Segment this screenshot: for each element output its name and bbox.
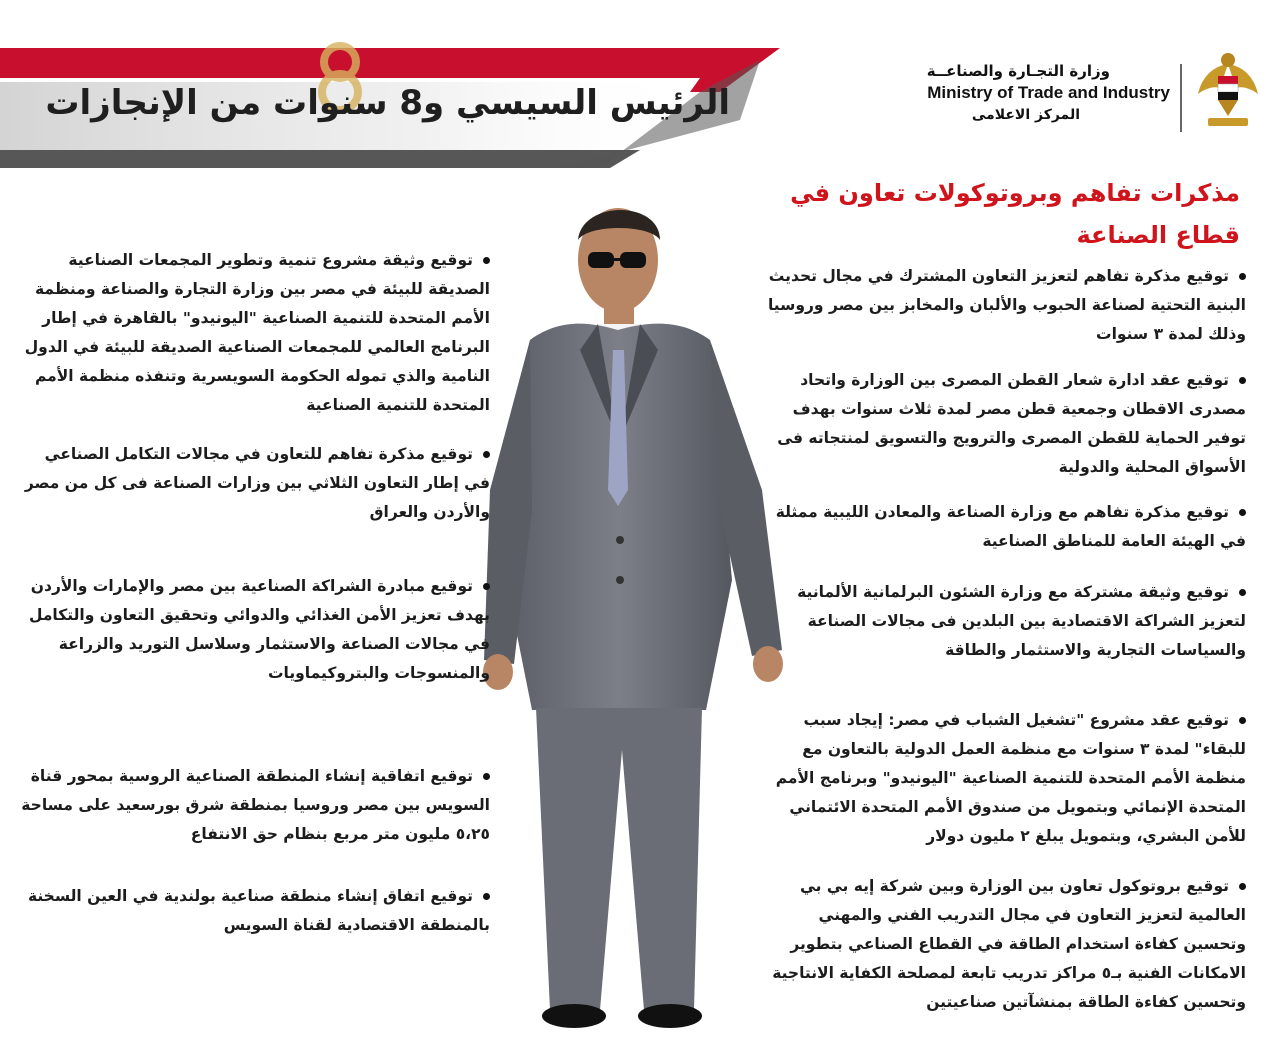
list-item (14, 440, 490, 527)
list-item (14, 572, 490, 688)
list-item-text: توقيع اتفاقية إنشاء المنطقة الصناعية الروسية بمحور قناة السويس بين مصر وروسيا بمنطقة شرق بورسعيد على مساحة ٥،٢٥ مليون متر مربع بنظام حق الانتفاع (21, 767, 490, 843)
list-item (14, 762, 490, 849)
bullet-dot-icon (483, 257, 490, 264)
bullet-dot-icon (1239, 509, 1246, 516)
bullet-dot-icon (483, 893, 490, 900)
bullet-dot-icon (483, 451, 490, 458)
ministry-name-ar: وزارة التجـارة والصناعــة (926, 62, 1110, 80)
headline: الرئيس السيسي و8 سنوات من الإنجازات (45, 83, 730, 123)
list-item (764, 706, 1246, 851)
list-item-text: توقيع بروتوكول تعاون بين الوزارة وبين شركة إيه بي بي العالمية لتعزيز التعاون في مجال التدريب الفني والمهني وتحسين كفاءة استخدام الطاقة في القطاع الصناعي بتطوير الامكانات الفنية بـ٥ مراكز تدريب تابعة لمصلحة الكفاية الانتاجية وتحسين كفاءة الطاقة بمنشآتين صناعيتين (772, 877, 1246, 1011)
list-item-text: توقيع مبادرة الشراكة الصناعية بين مصر والإمارات والأردن بهدف تعزيز الأمن الغذائي والدوائي وتحقيق التعاون والتكامل في مجالات الصناعة والاستثمار وسلاسل التوريد والزراعة والمنسوجات والبتروكيماويات (28, 577, 490, 682)
egypt-eagle-emblem-icon (1194, 46, 1262, 134)
list-item-text: توقيع عقد مشروع "تشغيل الشباب في مصر: إيجاد سبب للبقاء" لمدة ٣ سنوات مع منظمة العمل الدولية بالتعاون مع منظمة الأمم المتحدة للتنمية الصناعية "اليونيدو" وبرنامج الأمم المتحدة الإنمائي وبتمويل من صندوق الأمم المتحدة الائتماني للأمن البشري، وبتمويل يبلغ ٢ مليون دولار (775, 711, 1246, 845)
list-item-text: توقيع وثيقة مشروع تنمية وتطوير المجمعات الصناعية الصديقة للبيئة في مصر بين وزارة التجارة والصناعة ومنظمة الأمم المتحدة للتنمية الصناعية "اليونيدو" بالقاهرة في إطار البرنامج العالمي للمجمعات الصناعية الصديقة للبيئة في الدول النامية والذي تموله الحكومة السويسرية وتنفذه منظمة الأمم المتحدة للتنمية الصناعية (24, 251, 490, 414)
list-item-text: توقيع وثيقة مشتركة مع وزارة الشئون البرلمانية الألمانية لتعزيز الشراكة الاقتصادية بين البلدين فى مجالات الصناعة والسياسات التجارية والاستثمار والطاقة (797, 583, 1246, 659)
bullet-dot-icon (483, 773, 490, 780)
bullet-dot-icon (1239, 883, 1246, 890)
bullet-dot-icon (1239, 589, 1246, 596)
list-item (764, 262, 1246, 349)
bullet-dot-icon (1239, 273, 1246, 280)
list-item-text: توقيع مذكرة تفاهم لتعزيز التعاون المشترك في مجال تحديث البنية التحتية لصناعة الحبوب والألبان والمخابز بين مصر وروسيا وذلك لمدة ٣ سنوات (767, 267, 1246, 343)
list-item-text: توقيع مذكرة تفاهم للتعاون في مجالات التكامل الصناعي في إطار التعاون الثلاثي بين وزارات الصناعة فى كل من مصر والأردن والعراق (24, 445, 490, 521)
list-item (764, 578, 1246, 665)
bullet-dot-icon (1239, 717, 1246, 724)
list-item (764, 872, 1246, 1017)
dark-swoosh (0, 150, 640, 168)
media-center-label: المركز الاعلامى (971, 107, 1080, 123)
list-item-text: توقيع عقد ادارة شعار القطن المصرى بين الوزارة واتحاد مصدرى الاقطان وجمعية قطن مصر لمدة ثلاث سنوات بهدف توفير الحماية للقطن المصرى والترويج والتسويق لمنتجاته فى الأسواق المحلية والدولية (777, 371, 1246, 476)
section-title: مذكرات تفاهم وبروتوكولات تعاون في قطاع الصناعة (790, 179, 1240, 249)
list-item (764, 366, 1246, 482)
president-figure (470, 190, 800, 1040)
list-item (14, 882, 490, 940)
bullet-dot-icon (1239, 377, 1246, 384)
bullet-dot-icon (483, 583, 490, 590)
list-item (764, 498, 1246, 556)
list-item-text: توقيع اتفاق إنشاء منطقة صناعية بولندية في العين السخنة بالمنطقة الاقتصادية لقناة السويس (27, 887, 490, 934)
ministry-divider (1180, 64, 1182, 132)
ministry-name-en: Ministry of Trade and Industry (927, 83, 1170, 102)
list-item (14, 246, 490, 420)
ministry-block (850, 60, 1170, 150)
list-item-text: توقيع مذكرة تفاهم مع وزارة الصناعة والمعادن الليبية ممثلة في الهيئة العامة للمناطق الصناعية (775, 503, 1246, 550)
